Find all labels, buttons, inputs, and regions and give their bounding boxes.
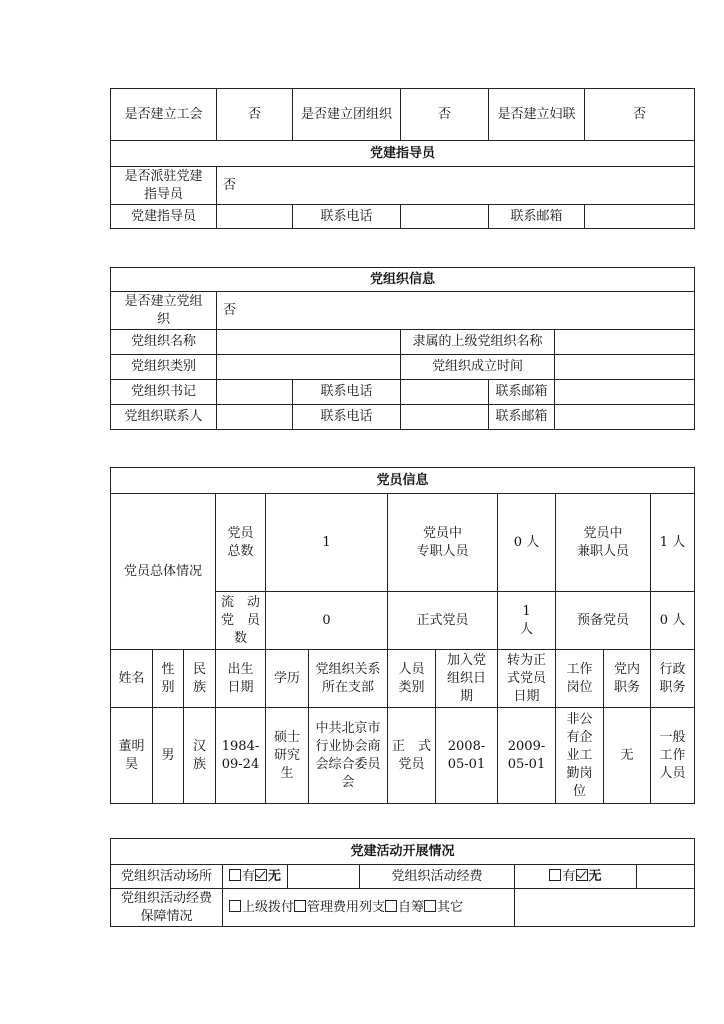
label-activity-funds: 党组织活动经费 (360, 865, 515, 889)
value-womens-federation: 否 (585, 89, 695, 141)
option-superior-allocation-checkbox[interactable] (229, 900, 241, 912)
member-party-post-text: 无 (620, 747, 634, 763)
value-formal (498, 592, 556, 650)
col-branch-l2: 所在支部 (321, 679, 374, 695)
member-admin-post-l2: 工作 (659, 747, 686, 763)
member-category-l1: 正 式 (391, 738, 431, 754)
value-org-founded (555, 355, 695, 380)
member-birthdate (216, 708, 266, 804)
label-guide-assigned (111, 167, 217, 205)
label-org-founded: 党组织成立时间 (401, 355, 555, 380)
label-secretary-phone: 联系电话 (293, 380, 401, 405)
label-fulltime-line2: 专职人员 (416, 543, 469, 559)
label-activity-venue: 党组织活动场所 (111, 865, 223, 889)
party-organization-table (110, 267, 695, 430)
value-secretary-phone (401, 380, 489, 405)
col-ethnicity-l2: 族 (192, 679, 206, 695)
col-category-l1: 人员 (398, 661, 425, 677)
label-has-party-org-line2: 织 (156, 311, 170, 327)
member-gender (153, 708, 184, 804)
funds-no-checkbox[interactable] (576, 869, 588, 881)
member-formal-date-l2: 05-01 (507, 756, 546, 772)
member-name-l2: 昊 (124, 756, 138, 772)
member-education (266, 708, 309, 804)
member-ethnicity-l2: 族 (192, 756, 206, 772)
col-category-l2: 类别 (398, 679, 425, 695)
option-self-raised-label: 自筹 (398, 899, 425, 915)
label-union: 是否建立工会 (111, 89, 217, 141)
member-branch (309, 708, 388, 804)
member-party-post (604, 708, 651, 804)
col-name (111, 650, 153, 708)
member-admin-post-l1: 一般 (659, 729, 686, 745)
option-other-checkbox[interactable] (424, 900, 436, 912)
value-floating: 0 (266, 592, 388, 650)
funds-yes-label: 有 (562, 868, 576, 884)
member-branch-l2: 行业协会商 (315, 738, 381, 754)
label-funding-guarantee (111, 889, 223, 927)
funding-blank (515, 889, 695, 927)
label-probationary: 预备党员 (556, 592, 651, 650)
label-parttime-line2: 兼职人员 (576, 543, 629, 559)
label-parttime-line1: 党员中 (583, 525, 623, 541)
label-womens-federation: 是否建立妇联 (489, 89, 585, 141)
col-admin-post (651, 650, 695, 708)
label-total-line1: 党员 (227, 525, 254, 541)
party-activities-table (110, 838, 695, 927)
value-guide-phone (401, 205, 489, 229)
option-management-expense-label: 管理费用列支 (307, 899, 386, 915)
union-and-guide-table (110, 88, 695, 229)
label-floating (216, 592, 266, 650)
venue-yes-label: 有 (241, 868, 255, 884)
value-secretary (217, 380, 293, 405)
value-guide-email (585, 205, 695, 229)
member-branch-l3: 会综合委员 (315, 756, 381, 772)
label-guide-phone: 联系电话 (293, 205, 401, 229)
col-branch-l1: 党组织关系 (315, 661, 381, 677)
value-guide-assigned: 否 (217, 167, 695, 205)
label-funding-line1: 党组织活动经费 (120, 890, 212, 906)
label-guide-email: 联系邮箱 (489, 205, 585, 229)
member-job-post-l4: 勤岗 (566, 765, 593, 781)
member-branch-l4: 会 (341, 774, 355, 790)
label-guide-assigned-line2: 指导员 (143, 186, 183, 202)
funds-checkboxes (515, 865, 637, 889)
option-self-raised-checkbox[interactable] (385, 900, 397, 912)
venue-yes-checkbox[interactable] (229, 869, 241, 881)
value-total-members: 1 (266, 494, 388, 592)
col-join-date-l2: 组织日 (446, 670, 486, 686)
label-org-name: 党组织名称 (111, 330, 217, 355)
funding-options (223, 889, 515, 927)
value-secretary-email (555, 380, 695, 405)
col-birthdate-l2: 日期 (227, 679, 254, 695)
member-formal-date (498, 708, 556, 804)
label-guide-assigned-line1: 是否派驻党建 (124, 168, 203, 184)
label-contact-email: 联系邮箱 (489, 405, 555, 430)
col-party-post-l2: 职务 (613, 679, 640, 695)
table-row (111, 708, 695, 804)
value-formal-line2: 人 (519, 621, 533, 637)
member-branch-l1: 中共北京市 (315, 720, 381, 736)
member-name (111, 708, 153, 804)
label-floating-line3: 数 (233, 630, 247, 646)
col-job-post-l2: 岗位 (566, 679, 593, 695)
funds-blank (637, 865, 695, 889)
member-admin-post (651, 708, 695, 804)
col-name-text: 姓名 (118, 670, 145, 686)
member-job-post-l3: 业工 (566, 747, 593, 763)
member-join-date-l1: 2008- (447, 738, 486, 754)
col-branch (309, 650, 388, 708)
value-org-type (217, 355, 401, 380)
label-secretary-email: 联系邮箱 (489, 380, 555, 405)
member-formal-date-l1: 2009- (507, 738, 546, 754)
label-guide: 党建指导员 (111, 205, 217, 229)
label-total-line2: 总数 (227, 543, 254, 559)
col-job-post (556, 650, 604, 708)
member-join-date-l2: 05-01 (447, 756, 486, 772)
col-formal-date-l2: 式党员 (506, 670, 546, 686)
col-job-post-l1: 工作 (566, 661, 593, 677)
value-parent-org (555, 330, 695, 355)
option-other-label: 其它 (437, 899, 464, 915)
value-parttime: 1 人 (651, 494, 695, 592)
label-floating-line1: 流 动 (220, 594, 260, 610)
col-birthdate (216, 650, 266, 708)
col-education-text: 学历 (273, 670, 300, 686)
member-category (388, 708, 436, 804)
label-total-members (216, 494, 266, 592)
label-funding-line2: 保障情况 (140, 908, 193, 924)
member-gender-text: 男 (161, 747, 175, 763)
col-ethnicity (184, 650, 216, 708)
member-job-post-l1: 非公 (566, 711, 593, 727)
section-header-organization: 党组织信息 (111, 268, 695, 292)
option-superior-allocation-label: 上级拨付 (242, 899, 295, 915)
label-contact: 党组织联系人 (111, 405, 217, 430)
col-education (266, 650, 309, 708)
member-admin-post-l3: 人员 (659, 765, 686, 781)
label-has-party-org (111, 292, 217, 330)
option-management-expense-checkbox[interactable] (294, 900, 306, 912)
member-job-post-l5: 位 (572, 783, 586, 799)
col-join-date-l3: 期 (459, 688, 473, 704)
member-ethnicity (184, 708, 216, 804)
label-org-type: 党组织类别 (111, 355, 217, 380)
value-probationary: 0 人 (651, 592, 695, 650)
label-floating-line2: 党 员 (220, 612, 260, 628)
value-guide (217, 205, 293, 229)
value-union: 否 (217, 89, 293, 141)
label-youth-league: 是否建立团组织 (293, 89, 401, 141)
value-contact-phone (401, 405, 489, 430)
col-join-date-l1: 加入党 (446, 652, 486, 668)
label-overall: 党员总体情况 (111, 494, 216, 650)
label-secretary: 党组织书记 (111, 380, 217, 405)
member-birthdate-l2: 09-24 (221, 756, 260, 772)
label-fulltime-line1: 党员中 (422, 525, 462, 541)
col-party-post (604, 650, 651, 708)
section-header-activities: 党建活动开展情况 (111, 839, 695, 865)
member-ethnicity-l1: 汉 (192, 738, 206, 754)
member-category-l2: 党员 (398, 756, 425, 772)
col-admin-post-l2: 职务 (659, 679, 686, 695)
funds-yes-checkbox[interactable] (549, 869, 561, 881)
member-name-l1: 董明 (118, 738, 145, 754)
value-formal-line1: 1 (522, 603, 531, 619)
col-join-date (436, 650, 498, 708)
col-formal-date-l3: 日期 (513, 688, 540, 704)
label-parttime (556, 494, 651, 592)
col-formal-date (498, 650, 556, 708)
col-category (388, 650, 436, 708)
venue-checkboxes (223, 865, 288, 889)
member-education-l1: 硕士 (273, 729, 300, 745)
venue-no-checkbox[interactable] (255, 869, 267, 881)
member-job-post-l2: 有企 (566, 729, 593, 745)
value-fulltime: 0 人 (498, 494, 556, 592)
col-birthdate-l1: 出生 (227, 661, 254, 677)
value-contact-email (555, 405, 695, 430)
label-has-party-org-line1: 是否建立党组 (124, 293, 203, 309)
value-has-party-org: 否 (217, 292, 695, 330)
venue-no-label: 无 (268, 868, 282, 884)
member-columns-row (111, 650, 695, 708)
col-gender-l2: 别 (161, 679, 175, 695)
member-job-post (556, 708, 604, 804)
member-education-l2: 研究 (273, 747, 300, 763)
col-gender (153, 650, 184, 708)
funds-no-label: 无 (588, 868, 602, 884)
label-contact-phone: 联系电话 (293, 405, 401, 430)
venue-blank (288, 865, 360, 889)
member-birthdate-l1: 1984- (221, 738, 260, 754)
party-members-table (110, 467, 695, 804)
value-youth-league: 否 (401, 89, 489, 141)
col-gender-l1: 性 (161, 661, 175, 677)
member-join-date (436, 708, 498, 804)
member-education-l3: 生 (280, 765, 294, 781)
col-admin-post-l1: 行政 (659, 661, 686, 677)
col-party-post-l1: 党内 (613, 661, 640, 677)
label-fulltime (388, 494, 498, 592)
col-formal-date-l1: 转为正 (506, 652, 546, 668)
value-contact (217, 405, 293, 430)
section-header-guide: 党建指导员 (111, 141, 695, 167)
label-formal: 正式党员 (388, 592, 498, 650)
value-org-name (217, 330, 401, 355)
section-header-members: 党员信息 (111, 468, 695, 494)
label-parent-org: 隶属的上级党组织名称 (401, 330, 555, 355)
col-ethnicity-l1: 民 (192, 661, 206, 677)
